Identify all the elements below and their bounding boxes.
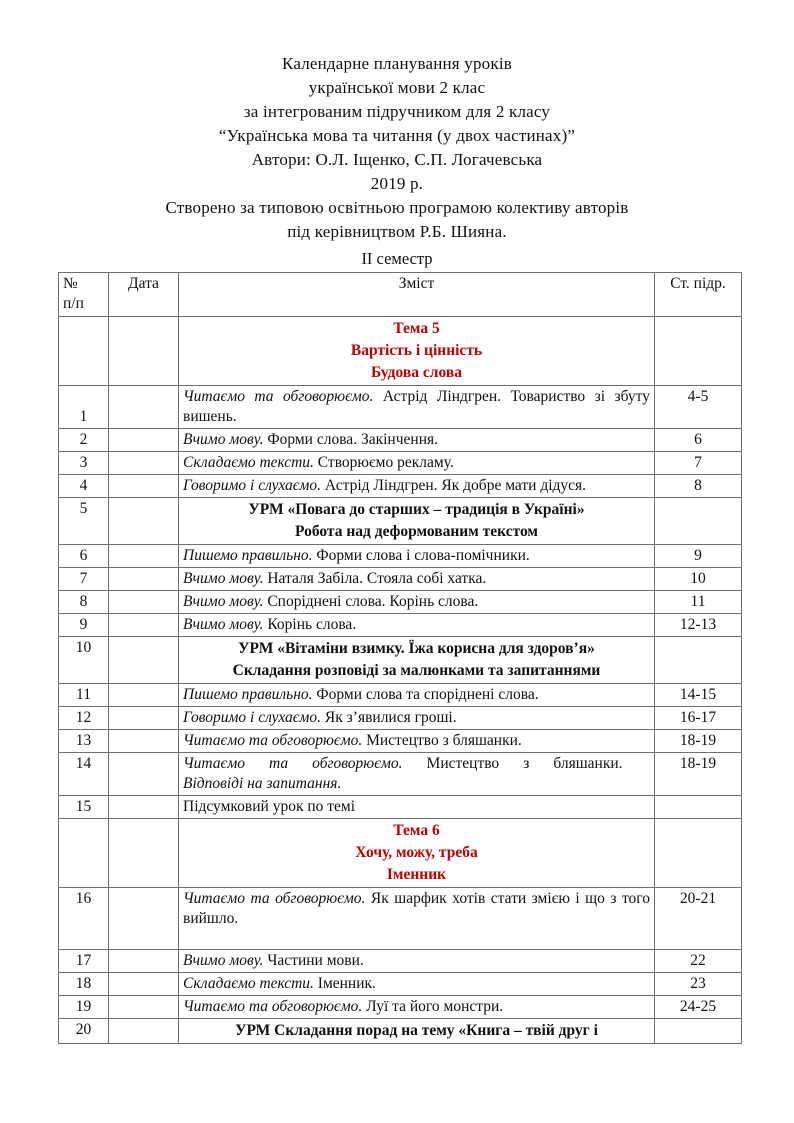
lesson-type-label: Пишемо правильно. xyxy=(183,547,313,564)
table-row xyxy=(59,637,742,684)
row-number-cell: 11 xyxy=(59,684,109,707)
content-line: Хочу, можу, треба xyxy=(355,844,478,861)
pages-cell: 22 xyxy=(655,950,742,973)
pages-cell: 11 xyxy=(655,591,742,614)
row-number-cell: 9 xyxy=(59,614,109,637)
lesson-text: Як з’явилися гроші. xyxy=(321,709,457,726)
date-cell xyxy=(109,996,179,1019)
date-cell xyxy=(109,452,179,475)
header-pages-cell: Ст. підр. xyxy=(655,273,742,317)
content-cell xyxy=(179,429,655,452)
table-row xyxy=(59,568,742,591)
content-line: УРМ «Повага до старших – традиція в Україні» xyxy=(248,501,585,518)
lesson-type-label: Читаємо та обговорюємо. xyxy=(183,755,403,772)
row-number-cell: 19 xyxy=(59,996,109,1019)
content-cell xyxy=(179,591,655,614)
lesson-text: Іменник. xyxy=(313,975,376,992)
row-number-cell: 13 xyxy=(59,730,109,753)
title-line: “Українська мова та читання (у двох частинах)” xyxy=(218,126,576,145)
content-line: Іменник xyxy=(386,866,447,883)
content-cell xyxy=(179,730,655,753)
pages-cell: 6 xyxy=(655,429,742,452)
content-cell xyxy=(179,452,655,475)
lesson-type-label: Вчимо мову. xyxy=(183,952,264,969)
table-row xyxy=(59,429,742,452)
content-line: Робота над деформованим текстом xyxy=(295,523,538,540)
date-cell xyxy=(109,973,179,996)
lesson-type-label: Складаємо тексти. xyxy=(183,975,314,992)
lesson-type-label: Читаємо та обговорюємо. xyxy=(183,998,363,1015)
row-number-cell: 7 xyxy=(59,568,109,591)
date-cell xyxy=(109,429,179,452)
content-cell xyxy=(179,1019,655,1044)
title-line: за інтегрованим підручником для 2 класу xyxy=(243,102,551,121)
lesson-type-label: Читаємо та обговорюємо. xyxy=(183,388,374,405)
pages-cell: 8 xyxy=(655,475,742,498)
lesson-text: Форми слова і слова-помічники. xyxy=(312,547,530,564)
pages-cell xyxy=(655,819,742,888)
row-number-cell: 12 xyxy=(59,707,109,730)
table-row xyxy=(59,996,742,1019)
date-cell xyxy=(109,950,179,973)
date-cell xyxy=(109,568,179,591)
content-cell xyxy=(179,317,655,386)
row-number-cell: 1 xyxy=(59,386,109,429)
table-row xyxy=(59,317,742,386)
lesson-type-label: Вчимо мову. xyxy=(183,431,264,448)
content-cell xyxy=(179,888,655,950)
lesson-text: Мистецтво з бляшанки. xyxy=(362,732,522,749)
content-cell xyxy=(179,707,655,730)
content-cell xyxy=(179,950,655,973)
pages-cell: 12-13 xyxy=(655,614,742,637)
lesson-text: Створюємо рекламу. xyxy=(313,454,454,471)
table-row xyxy=(59,614,742,637)
content-cell xyxy=(179,614,655,637)
row-number-cell: 6 xyxy=(59,545,109,568)
table-row xyxy=(59,452,742,475)
pages-cell: 23 xyxy=(655,973,742,996)
title-line: Створено за типовою освітньою програмою колективу авторів xyxy=(165,198,629,217)
date-cell xyxy=(109,1019,179,1044)
pages-cell: 24-25 xyxy=(655,996,742,1019)
table-row xyxy=(59,707,742,730)
pages-cell: 20-21 xyxy=(655,888,742,950)
pages-cell: 10 xyxy=(655,568,742,591)
lesson-text: Астрід Ліндгрен. Як добре мати дідуся. xyxy=(321,477,587,494)
date-cell xyxy=(109,614,179,637)
table-row xyxy=(59,1019,742,1044)
row-number-cell: 3 xyxy=(59,452,109,475)
table-row xyxy=(59,386,742,429)
content-cell xyxy=(179,753,655,796)
pages-cell xyxy=(655,1019,742,1044)
date-cell xyxy=(109,475,179,498)
lesson-type-label: Читаємо та обговорюємо. xyxy=(183,732,363,749)
lesson-text: Підсумковий урок по темі xyxy=(183,798,356,815)
pages-cell xyxy=(655,796,742,819)
table-header-row xyxy=(59,273,742,317)
row-number-cell: 2 xyxy=(59,429,109,452)
table-row xyxy=(59,591,742,614)
lesson-text: Луї та його монстри. xyxy=(362,998,504,1015)
schedule-table-body xyxy=(59,273,742,1044)
content-cell xyxy=(179,386,655,429)
lesson-text: Астрід Ліндгрен. Товариство зі збуту вишень. xyxy=(183,388,651,425)
table-row xyxy=(59,498,742,545)
lesson-text: Корінь слова. xyxy=(263,616,357,633)
content-cell xyxy=(179,637,655,684)
lesson-type-label: Вчимо мову. xyxy=(183,593,264,610)
content-cell xyxy=(179,796,655,819)
table-row xyxy=(59,973,742,996)
table-row xyxy=(59,730,742,753)
title-line: під керівництвом Р.Б. Шияна. xyxy=(287,222,507,241)
lesson-type-label: Говоримо і слухаємо. xyxy=(183,709,322,726)
date-cell xyxy=(109,753,179,796)
lesson-text: Частини мови. xyxy=(263,952,364,969)
date-cell xyxy=(109,591,179,614)
title-block xyxy=(0,0,794,244)
pages-cell: 18-19 xyxy=(655,730,742,753)
content-cell xyxy=(179,973,655,996)
content-cell xyxy=(179,475,655,498)
pages-cell: 14-15 xyxy=(655,684,742,707)
content-cell xyxy=(179,545,655,568)
date-cell xyxy=(109,498,179,545)
lesson-text: Форми слова. Закінчення. xyxy=(263,431,438,448)
pages-cell: 16-17 xyxy=(655,707,742,730)
date-cell xyxy=(109,707,179,730)
lesson-type-label: Читаємо та обговорюємо. xyxy=(183,890,366,907)
header-number-cell xyxy=(59,273,109,317)
semester-label: ІІ семестр xyxy=(361,249,433,268)
content-cell xyxy=(179,819,655,888)
row-number-cell: 18 xyxy=(59,973,109,996)
lesson-type-label: Вчимо мову. xyxy=(183,570,264,587)
title-line: Автори: О.Л. Іщенко, С.П. Логачевська xyxy=(251,150,543,169)
pages-cell: 4-5 xyxy=(655,386,742,429)
lesson-type-label: Вчимо мову. xyxy=(183,616,264,633)
pages-cell: 18-19 xyxy=(655,753,742,796)
content-line: Тема 5 xyxy=(393,320,440,337)
content-cell xyxy=(179,684,655,707)
date-cell xyxy=(109,637,179,684)
table-row xyxy=(59,684,742,707)
pages-cell: 7 xyxy=(655,452,742,475)
content-cell xyxy=(179,498,655,545)
date-cell xyxy=(109,386,179,429)
row-number-cell xyxy=(59,819,109,888)
row-number-cell: 8 xyxy=(59,591,109,614)
table-row xyxy=(59,753,742,796)
date-cell xyxy=(109,684,179,707)
lesson-text: Форми слова та споріднені слова. xyxy=(312,686,539,703)
table-row xyxy=(59,819,742,888)
lesson-text: Як шарфик хотів стати змією і що з того вийшло. xyxy=(183,890,650,927)
schedule-table xyxy=(58,272,742,1044)
header-content-cell: Зміст xyxy=(179,273,655,317)
row-number-cell: 15 xyxy=(59,796,109,819)
row-number-cell: 4 xyxy=(59,475,109,498)
lesson-text: Споріднені слова. Корінь слова. xyxy=(263,593,479,610)
lesson-text: Мистецтво з бляшанки. xyxy=(402,755,623,772)
table-row xyxy=(59,475,742,498)
pages-cell: 9 xyxy=(655,545,742,568)
date-cell xyxy=(109,545,179,568)
row-number-cell xyxy=(59,317,109,386)
title-line: української мови 2 клас xyxy=(308,78,486,97)
pages-cell xyxy=(655,498,742,545)
lesson-type-label: Пишемо правильно. xyxy=(183,686,313,703)
date-cell xyxy=(109,730,179,753)
table-row xyxy=(59,950,742,973)
content-line: УРМ «Вітаміни взимку. Їжа корисна для здоров’я» xyxy=(238,640,595,657)
content-line: Складання розповіді за малюнками та запитаннями xyxy=(232,662,601,679)
row-number-cell: 10 xyxy=(59,637,109,684)
pages-cell xyxy=(655,637,742,684)
date-cell xyxy=(109,796,179,819)
lesson-type-label: Складаємо тексти. xyxy=(183,454,314,471)
content-cell xyxy=(179,996,655,1019)
date-cell xyxy=(109,888,179,950)
title-line: 2019 р. xyxy=(370,174,424,193)
lesson-text: Наталя Забіла. Стояла собі хатка. xyxy=(263,570,487,587)
header-date-cell: Дата xyxy=(109,273,179,317)
content-line: УРМ Складання порад на тему «Книга – твій друг і xyxy=(235,1022,598,1039)
header-number-line1: № xyxy=(63,275,78,292)
lesson-text-italic: Відповіді на запитання. xyxy=(183,775,342,792)
table-row xyxy=(59,545,742,568)
header-number-line2: п/п xyxy=(63,295,84,312)
date-cell xyxy=(109,317,179,386)
table-row xyxy=(59,796,742,819)
row-number-cell: 16 xyxy=(59,888,109,950)
row-number-cell: 5 xyxy=(59,498,109,545)
row-number-cell: 14 xyxy=(59,753,109,796)
row-number-cell: 17 xyxy=(59,950,109,973)
table-row xyxy=(59,888,742,950)
content-line: Вартість і цінність xyxy=(350,342,483,359)
lesson-type-label: Говоримо і слухаємо. xyxy=(183,477,322,494)
content-cell xyxy=(179,568,655,591)
title-line: Календарне планування уроків xyxy=(282,54,512,73)
content-line: Будова слова xyxy=(371,364,462,381)
row-number-cell: 20 xyxy=(59,1019,109,1044)
content-line: Тема 6 xyxy=(393,822,440,839)
date-cell xyxy=(109,819,179,888)
pages-cell xyxy=(655,317,742,386)
